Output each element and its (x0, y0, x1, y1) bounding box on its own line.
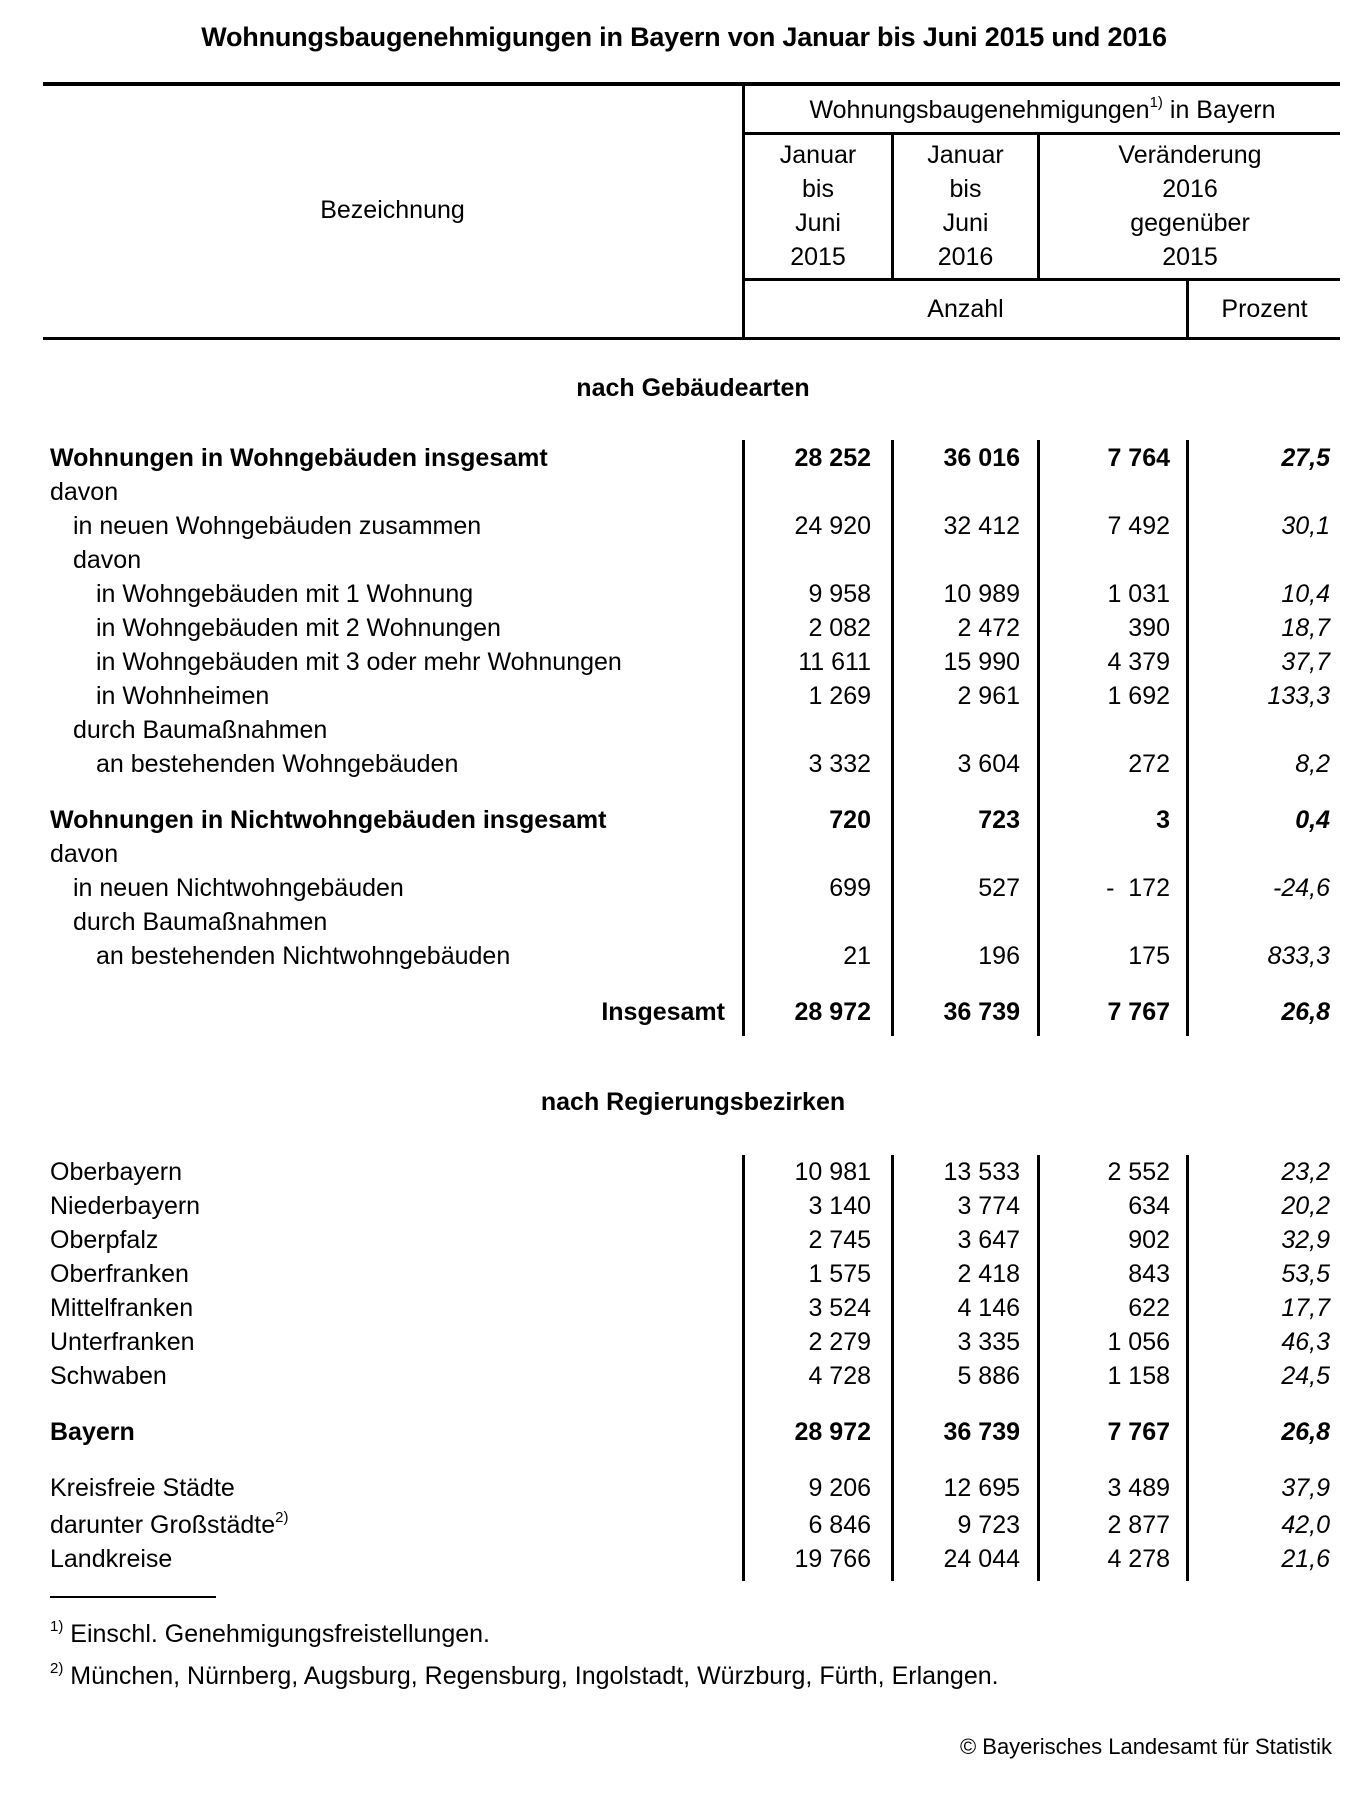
table-row (0, 1359, 1368, 1393)
footnote-text: München, Nürnberg, Augsburg, Regensburg, Ingolstadt, Würzburg, Fürth, Erlangen. (63, 1662, 999, 1690)
value-percent: 17,7 (1281, 1294, 1330, 1322)
value-2016: 36 016 (943, 444, 1020, 472)
table-row (0, 543, 1368, 577)
value-percent: 37,7 (1281, 648, 1330, 676)
row-label: in Wohngebäuden mit 1 Wohnung (96, 580, 474, 608)
value-2015: 6 846 (808, 1511, 871, 1539)
value-2016: 3 774 (957, 1192, 1020, 1220)
value-change: 1 031 (1107, 580, 1170, 608)
table-row (0, 1257, 1368, 1291)
value-2015: 28 972 (794, 998, 871, 1026)
row-label: davon (73, 546, 142, 574)
value-2016: 723 (978, 806, 1020, 834)
value-2016: 13 533 (943, 1158, 1020, 1186)
value-change: 1 158 (1107, 1362, 1170, 1390)
top-rule (43, 82, 1340, 86)
value-change: 175 (1128, 942, 1170, 970)
row-label: durch Baumaßnahmen (73, 908, 328, 936)
table-row (0, 611, 1368, 645)
header-group-title-text: Wohnungsbaugenehmigungen (809, 96, 1150, 124)
row-label: Niederbayern (50, 1192, 201, 1220)
header-col-2016-line: Januar (927, 141, 1004, 169)
value-2016: 36 739 (943, 998, 1020, 1026)
header-col-change-line: Veränderung (1118, 141, 1262, 169)
value-2016: 12 695 (943, 1474, 1020, 1502)
row-label: durch Baumaßnahmen (73, 716, 328, 744)
header-col-2015-line: 2015 (790, 243, 846, 271)
row-label: in Wohnheimen (96, 682, 270, 710)
header-col-2015-line: bis (802, 175, 834, 203)
value-percent: 26,8 (1281, 998, 1330, 1026)
footnote-mark: 1) (50, 1617, 64, 1635)
header-col-2015 (745, 138, 891, 274)
value-2015: 9 206 (808, 1474, 871, 1502)
footnote-ref-2: 2) (275, 1508, 289, 1526)
value-2015: 28 972 (794, 1418, 871, 1446)
copyright: © Bayerisches Landesamt für Statistik (959, 1734, 1332, 1759)
header-col-change-line: 2015 (1162, 243, 1218, 271)
header-unit-percent: Prozent (1221, 295, 1308, 323)
header-unit-count: Anzahl (927, 295, 1004, 323)
value-change: 634 (1128, 1192, 1170, 1220)
table-row (0, 475, 1368, 509)
footnote-mark: 2) (50, 1659, 64, 1677)
value-2015: 720 (829, 806, 871, 834)
value-percent: 46,3 (1281, 1328, 1330, 1356)
header-col-2015-line: Juni (795, 209, 841, 237)
value-change: 4 379 (1107, 648, 1170, 676)
row-label: in Wohngebäuden mit 3 oder mehr Wohnungen (96, 648, 622, 676)
table-row (0, 1542, 1368, 1576)
header-col-2016-line: 2016 (937, 243, 994, 271)
header-group-title (745, 93, 1340, 127)
row-label: in neuen Wohngebäuden zusammen (73, 512, 482, 540)
value-percent: 30,1 (1281, 512, 1330, 540)
row-label: davon (50, 840, 119, 868)
table-row (0, 577, 1368, 611)
header-col-change-line: gegenüber (1130, 209, 1250, 237)
header-bottom-rule (43, 337, 1340, 340)
row-label: Landkreise (50, 1545, 173, 1573)
table-row (0, 905, 1368, 939)
value-2015: 2 279 (808, 1328, 871, 1356)
footnote-ref-1: 1) (1149, 93, 1163, 111)
value-2015: 1 575 (808, 1260, 871, 1288)
header-col-change-line: 2016 (1162, 175, 1218, 203)
table-row (0, 679, 1368, 713)
value-2016: 3 604 (957, 750, 1020, 778)
value-change: 7 492 (1107, 512, 1170, 540)
value-2015: 3 524 (808, 1294, 871, 1322)
value-2015: 1 269 (808, 682, 871, 710)
row-label: Insgesamt (601, 998, 725, 1026)
table-row (0, 837, 1368, 871)
value-2016: 2 472 (957, 614, 1020, 642)
value-percent: 53,5 (1281, 1260, 1330, 1288)
value-2015: 28 252 (794, 444, 871, 472)
row-label: an bestehenden Wohngebäuden (96, 750, 459, 778)
value-percent: 833,3 (1267, 942, 1330, 970)
header-label-column: Bezeichnung (320, 196, 465, 224)
table-row (0, 871, 1368, 905)
section-title-gebaeudearten: nach Gebäudearten (576, 374, 810, 402)
table-row (0, 939, 1368, 973)
value-2016: 15 990 (943, 648, 1020, 676)
value-change: 1 692 (1107, 682, 1170, 710)
table-row (0, 1291, 1368, 1325)
table-row (0, 747, 1368, 781)
row-label-text: darunter Großstädte (50, 1511, 276, 1539)
value-2016: 527 (978, 874, 1020, 902)
section-title-regierungsbezirke: nach Regierungsbezirken (540, 1088, 846, 1116)
value-2016: 4 146 (957, 1294, 1020, 1322)
value-2016: 32 412 (943, 512, 1020, 540)
total-row (0, 1415, 1368, 1449)
footnote-text: Einschl. Genehmigungsfreistellungen. (63, 1620, 490, 1648)
group-title-rule (744, 132, 1340, 135)
value-2015: 21 (843, 942, 871, 970)
value-2015: 699 (829, 874, 871, 902)
row-label: Bayern (50, 1418, 135, 1446)
value-2015: 19 766 (794, 1545, 871, 1573)
header-col-change (1040, 138, 1340, 274)
value-2015: 10 981 (794, 1158, 871, 1186)
value-2016: 5 886 (957, 1362, 1020, 1390)
value-2016: 3 335 (957, 1328, 1020, 1356)
value-change: 843 (1128, 1260, 1170, 1288)
footnote-rule (50, 1596, 216, 1598)
value-change: 390 (1128, 614, 1170, 642)
value-change: - 172 (1106, 874, 1170, 902)
value-percent: 20,2 (1281, 1192, 1330, 1220)
row-label: Unterfranken (50, 1328, 195, 1356)
footnote-1 (50, 1617, 490, 1649)
value-change: 7 767 (1107, 1418, 1170, 1446)
value-2016: 196 (978, 942, 1020, 970)
header-group-title-suffix: in Bayern (1162, 96, 1276, 124)
table-row (0, 1325, 1368, 1359)
header-col-2016-line: Juni (942, 209, 989, 237)
table-row (0, 509, 1368, 543)
value-2016: 36 739 (943, 1418, 1020, 1446)
value-percent: 26,8 (1281, 1418, 1330, 1446)
table-row (0, 1508, 1368, 1542)
row-label: in neuen Nichtwohngebäuden (73, 874, 404, 902)
row-label (50, 1508, 288, 1542)
value-change: 3 (1156, 806, 1170, 834)
header-col-2016-line: bis (949, 175, 982, 203)
value-percent: 8,2 (1295, 750, 1330, 778)
value-change: 622 (1128, 1294, 1170, 1322)
value-2015: 2 082 (808, 614, 871, 642)
table-title: Wohnungsbaugenehmigungen in Bayern von Januar bis Juni 2015 und 2016 (201, 22, 1167, 52)
row-label: an bestehenden Nichtwohngebäuden (96, 942, 511, 970)
total-row (0, 995, 1368, 1029)
value-2015: 3 140 (808, 1192, 871, 1220)
value-2016: 3 647 (957, 1226, 1020, 1254)
table-row (0, 441, 1368, 475)
table-row (0, 645, 1368, 679)
row-label: Oberpfalz (50, 1226, 159, 1254)
value-percent: -24,6 (1273, 874, 1330, 902)
value-2015: 9 958 (808, 580, 871, 608)
value-change: 272 (1128, 750, 1170, 778)
value-percent: 133,3 (1267, 682, 1330, 710)
value-percent: 10,4 (1281, 580, 1330, 608)
row-label: Oberfranken (50, 1260, 189, 1288)
value-2016: 9 723 (957, 1511, 1020, 1539)
table-row (0, 1471, 1368, 1505)
header-col-2016 (894, 138, 1037, 274)
value-change: 902 (1128, 1226, 1170, 1254)
value-change: 4 278 (1107, 1545, 1170, 1573)
value-change: 7 767 (1107, 998, 1170, 1026)
unit-row-rule (744, 278, 1340, 281)
value-change: 7 764 (1107, 444, 1170, 472)
value-change: 2 877 (1107, 1511, 1170, 1539)
value-percent: 21,6 (1281, 1545, 1330, 1573)
value-percent: 42,0 (1281, 1511, 1330, 1539)
value-change: 1 056 (1107, 1328, 1170, 1356)
value-percent: 0,4 (1295, 806, 1330, 834)
value-percent: 37,9 (1281, 1474, 1330, 1502)
table-row (0, 1189, 1368, 1223)
value-change: 2 552 (1107, 1158, 1170, 1186)
row-label: Wohnungen in Wohngebäuden insgesamt (50, 444, 548, 472)
header-col-2015-line: Januar (779, 141, 857, 169)
row-label: Kreisfreie Städte (50, 1474, 235, 1502)
value-percent: 32,9 (1281, 1226, 1330, 1254)
value-2015: 4 728 (808, 1362, 871, 1390)
value-2015: 2 745 (808, 1226, 871, 1254)
table-row (0, 1223, 1368, 1257)
table-row (0, 803, 1368, 837)
value-2015: 11 611 (798, 648, 871, 676)
value-percent: 24,5 (1281, 1362, 1330, 1390)
value-2015: 3 332 (808, 750, 871, 778)
value-2016: 2 418 (957, 1260, 1020, 1288)
value-percent: 23,2 (1281, 1158, 1330, 1186)
value-percent: 27,5 (1281, 444, 1330, 472)
value-change: 3 489 (1107, 1474, 1170, 1502)
row-label: Mittelfranken (50, 1294, 194, 1322)
row-label: Schwaben (50, 1362, 167, 1390)
table-row (0, 713, 1368, 747)
row-label: Wohnungen in Nichtwohngebäuden insgesamt (50, 806, 607, 834)
value-2016: 2 961 (957, 682, 1020, 710)
value-2016: 24 044 (943, 1545, 1020, 1573)
row-label: davon (50, 478, 119, 506)
value-2016: 10 989 (943, 580, 1020, 608)
table-row (0, 1155, 1368, 1189)
row-label: Oberbayern (50, 1158, 183, 1186)
value-percent: 18,7 (1281, 614, 1330, 642)
row-label: in Wohngebäuden mit 2 Wohnungen (96, 614, 501, 642)
value-2015: 24 920 (794, 512, 871, 540)
footnote-2 (50, 1659, 999, 1691)
